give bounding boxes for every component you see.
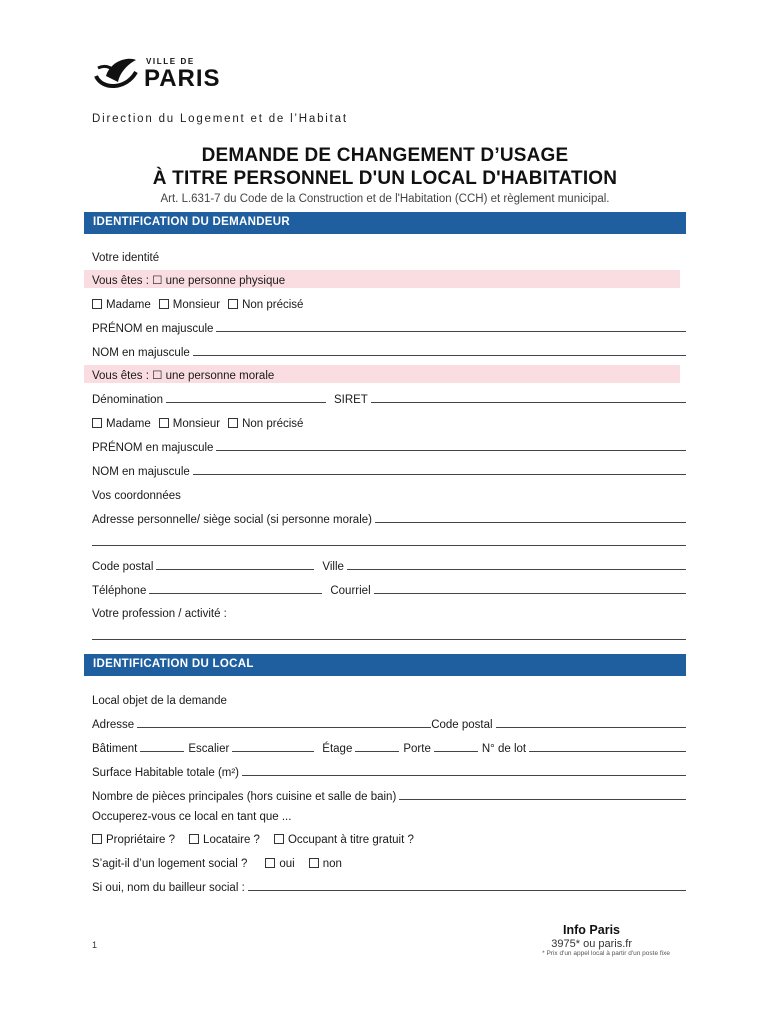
- non-precise-option[interactable]: Non précisé: [228, 299, 303, 311]
- statut-row: [92, 830, 686, 846]
- doc-subtitle: Art. L.631-7 du Code de la Construction et de l'Habitation (CCH) et règlement municipal.: [160, 193, 610, 205]
- civility-row-2: [92, 414, 686, 430]
- non-option[interactable]: non: [309, 858, 342, 870]
- adresse-field[interactable]: Adresse personnelle/ siège social (si personne morale): [92, 510, 686, 526]
- escalier-field[interactable]: [232, 751, 314, 752]
- checkbox[interactable]: [159, 418, 169, 428]
- checkbox[interactable]: [189, 834, 199, 844]
- cp-ville-row: Code postal Ville: [92, 557, 686, 573]
- morale-checkbox-row[interactable]: Vous êtes : ☐ une personne morale: [92, 370, 275, 382]
- prenom-field[interactable]: PRÉNOM en majuscule: [92, 319, 686, 335]
- batiment-field[interactable]: [140, 751, 184, 752]
- civility-row-1: [92, 295, 686, 311]
- direction-label: Direction du Logement et de l’Habitat: [92, 113, 348, 125]
- identity-label: Votre identité: [92, 252, 160, 264]
- logo-ville-de: VILLE DE: [146, 57, 195, 66]
- section-header-demandeur: IDENTIFICATION DU DEMANDEUR: [84, 212, 686, 234]
- doc-title-line2: À TITRE PERSONNEL D'UN LOCAL D'HABITATION: [152, 168, 618, 189]
- checkbox[interactable]: [309, 858, 319, 868]
- code-postal-field[interactable]: [156, 569, 314, 570]
- courriel-field[interactable]: [374, 593, 686, 594]
- denomination-siret-row: Dénomination SIRET: [92, 390, 686, 406]
- coordonnees-label: Vos coordonnées: [92, 490, 181, 502]
- checkbox[interactable]: [228, 299, 238, 309]
- proprietaire-option[interactable]: Propriétaire ?: [92, 834, 175, 846]
- section-header-local: IDENTIFICATION DU LOCAL: [84, 654, 686, 676]
- telephone-field[interactable]: [149, 593, 322, 594]
- porte-field[interactable]: [434, 751, 478, 752]
- logement-social-row: S’agit-il d’un logement social ? oui non: [92, 858, 342, 870]
- surface-field[interactable]: Surface Habitable totale (m²): [92, 763, 686, 779]
- local-adresse-field[interactable]: [137, 727, 431, 728]
- ville-field[interactable]: [347, 569, 686, 570]
- physique-checkbox-row[interactable]: Vous êtes : ☐ une personne physique: [92, 275, 286, 287]
- info-paris-contact: 3975* ou paris.fr: [551, 938, 632, 950]
- local-objet-label: Local objet de la demande: [92, 695, 227, 707]
- adresse-continuation-line[interactable]: [92, 545, 686, 546]
- profession-label: Votre profession / activité :: [92, 608, 227, 620]
- page-number: 1: [92, 940, 98, 950]
- bailleur-field[interactable]: Si oui, nom du bailleur social :: [92, 878, 686, 894]
- siret-field[interactable]: [371, 402, 686, 403]
- doc-title-line1: DEMANDE DE CHANGEMENT D’USAGE: [201, 145, 569, 166]
- denomination-field[interactable]: [166, 402, 326, 403]
- locataire-option[interactable]: Locataire ?: [189, 834, 260, 846]
- tel-courriel-row: Téléphone Courriel: [92, 581, 686, 597]
- prenom-field-morale[interactable]: PRÉNOM en majuscule: [92, 438, 686, 454]
- checkbox[interactable]: [228, 418, 238, 428]
- checkbox[interactable]: [265, 858, 275, 868]
- pieces-field[interactable]: Nombre de pièces principales (hors cuisine et salle de bain): [92, 787, 686, 803]
- info-paris-note: * Prix d'un appel local à partir d'un poste fixe: [542, 950, 670, 957]
- madame-option[interactable]: Madame: [92, 418, 151, 430]
- local-code-postal-field[interactable]: [496, 727, 686, 728]
- nom-field[interactable]: NOM en majuscule: [92, 343, 686, 359]
- non-precise-option[interactable]: Non précisé: [228, 418, 303, 430]
- oui-option[interactable]: oui: [265, 858, 294, 870]
- monsieur-option[interactable]: Monsieur: [159, 299, 220, 311]
- etage-field[interactable]: [355, 751, 399, 752]
- ville-de-paris-logo: [92, 54, 232, 96]
- nom-field-morale[interactable]: NOM en majuscule: [92, 462, 686, 478]
- occupez-label: Occuperez-vous ce local en tant que ...: [92, 811, 292, 823]
- occupant-gratuit-option[interactable]: Occupant à titre gratuit ?: [274, 834, 414, 846]
- profession-field[interactable]: [92, 639, 686, 640]
- checkbox[interactable]: [274, 834, 284, 844]
- checkbox[interactable]: [92, 418, 102, 428]
- batiment-row: Bâtiment Escalier Étage Porte N° de lot: [92, 739, 686, 755]
- monsieur-option[interactable]: Monsieur: [159, 418, 220, 430]
- checkbox[interactable]: [92, 299, 102, 309]
- logo-paris: PARIS: [144, 65, 221, 92]
- checkbox[interactable]: [92, 834, 102, 844]
- checkbox[interactable]: [159, 299, 169, 309]
- info-paris-title: Info Paris: [563, 923, 620, 937]
- paris-boat-logo-icon: [92, 54, 140, 94]
- lot-field[interactable]: [529, 751, 686, 752]
- madame-option[interactable]: Madame: [92, 299, 151, 311]
- adresse-cp-row: Adresse Code postal: [92, 715, 686, 731]
